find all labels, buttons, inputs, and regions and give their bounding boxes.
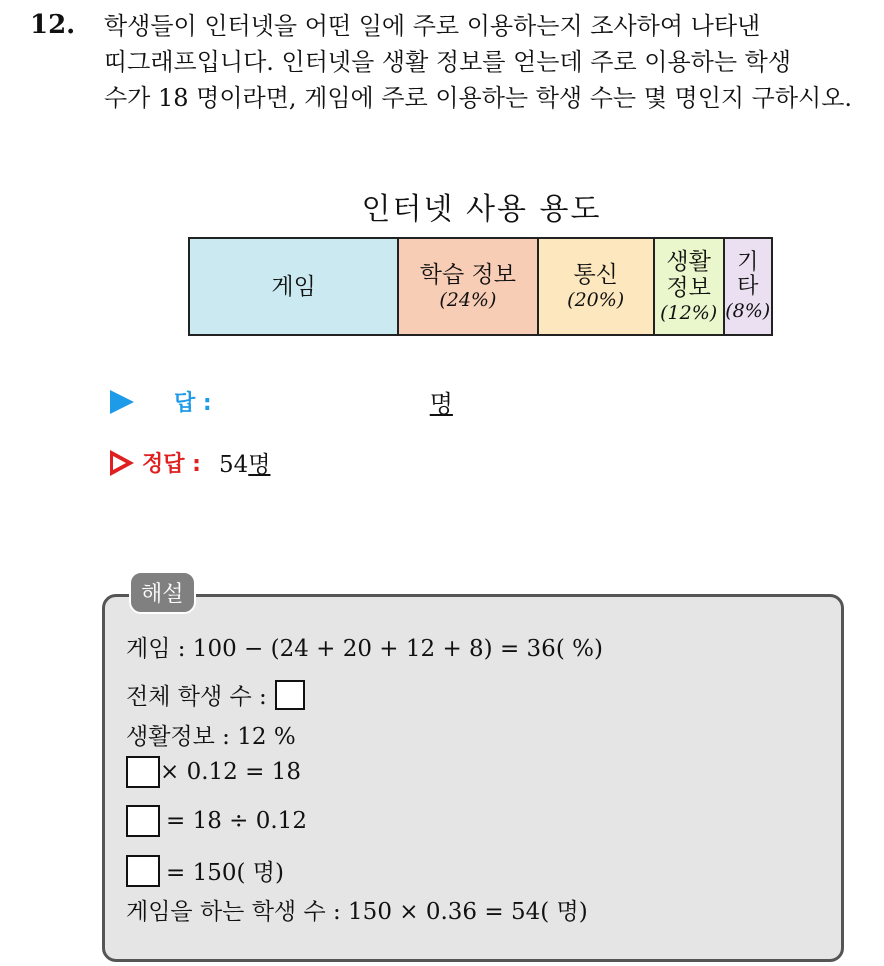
- segment-label: 기타: [737, 249, 759, 299]
- blank-box: [126, 756, 160, 788]
- segment-percent: (20%): [567, 288, 625, 311]
- segment-percent: (8%): [725, 299, 771, 322]
- band-segment: [655, 239, 725, 334]
- band-segment: [725, 239, 771, 334]
- solution-line-1: 게임 : 100 − (24 + 20 + 12 + 8) = 36( %): [126, 636, 603, 662]
- chart-title: 인터넷 사용 용도: [361, 192, 602, 227]
- solution-line-4: [126, 756, 301, 788]
- segment-label: 게임: [271, 273, 316, 300]
- segment-percent: (12%): [660, 301, 718, 324]
- segment-label: 생활 정보: [666, 248, 711, 301]
- question-text: [104, 8, 874, 116]
- solution-text: 전체 학생 수 :: [126, 684, 267, 710]
- solution-text: = 150( 명): [166, 860, 284, 886]
- blank-box: [275, 680, 305, 710]
- correct-number: 54: [218, 452, 249, 478]
- segment-label: 학습 정보: [419, 261, 516, 288]
- solution-text: = 18 ÷ 0.12: [166, 808, 307, 834]
- solution-line-7: 게임을 하는 학생 수 : 150 × 0.36 = 54( 명): [126, 899, 588, 925]
- solution-line-5: [126, 805, 307, 837]
- solution-text: × 0.12 = 18: [160, 759, 301, 785]
- blank-box: [126, 805, 160, 837]
- correct-unit: 명: [248, 452, 271, 478]
- solution-line-6: [126, 854, 284, 887]
- correct-value: [219, 446, 271, 479]
- answer-arrow-icon: [110, 390, 134, 414]
- segment-percent: (24%): [439, 288, 497, 311]
- question-line: 띠그래프입니다. 인터넷을 생활 정보를 얻는데 주로 이용하는 학생: [104, 48, 791, 76]
- band-graph: [188, 237, 773, 336]
- band-segment: [539, 239, 655, 334]
- blank-box: [126, 855, 160, 887]
- answer-unit: 명: [429, 390, 453, 418]
- solution-tag: 해설: [129, 571, 196, 614]
- correct-arrow-icon: [110, 450, 134, 476]
- solution-line-2: [126, 678, 305, 711]
- answer-row: [110, 384, 453, 419]
- band-segment: [399, 239, 538, 334]
- band-segment: [190, 239, 399, 334]
- question-number: 12.: [30, 10, 76, 40]
- segment-label: 통신: [573, 261, 618, 288]
- correct-label: 정답 :: [142, 452, 201, 477]
- solution-line-3: 생활정보 : 12 %: [126, 724, 296, 750]
- answer-label: 답 :: [174, 391, 212, 416]
- question-line: 수가 18 명이라면, 게임에 주로 이용하는 학생 수는 몇 명인지 구하시오.: [104, 84, 853, 112]
- question-line: 학생들이 인터넷을 어떤 일에 주로 이용하는지 조사하여 나타낸: [104, 12, 761, 40]
- correct-answer-row: [110, 446, 270, 479]
